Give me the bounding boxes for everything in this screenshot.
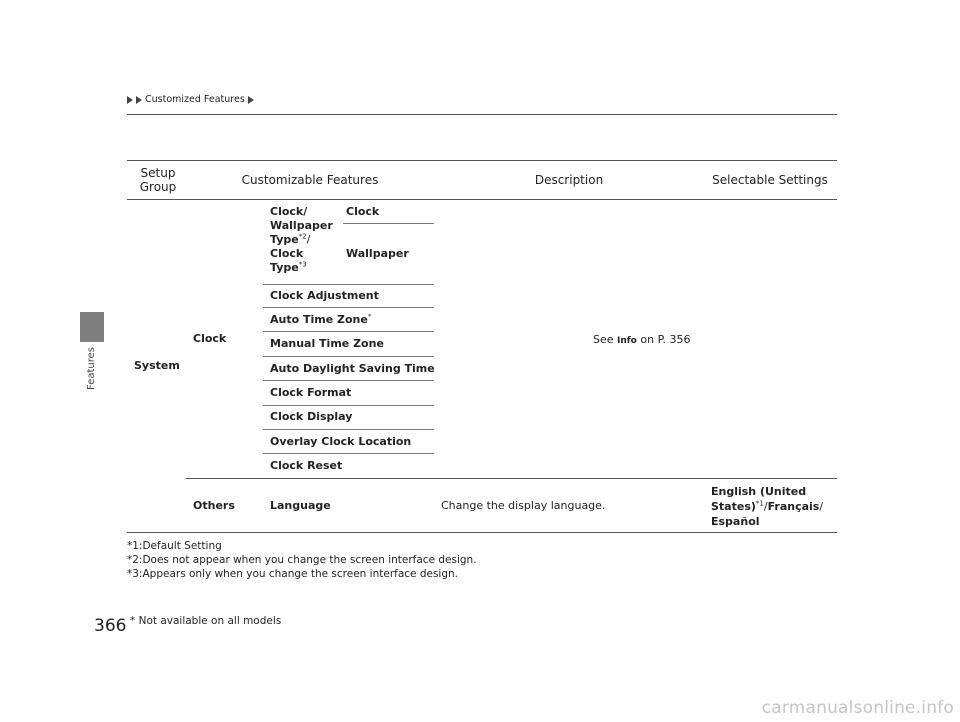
row-divider (263, 429, 434, 430)
see-info-reference: See Info on P. 356 (593, 333, 691, 346)
feature-auto-daylight-saving-time: Auto Daylight Saving Time (270, 362, 435, 375)
option-clock: Clock (346, 205, 380, 218)
row-divider (263, 307, 434, 308)
subgroup-clock: Clock (193, 332, 227, 345)
language-settings: English (United States)$^{*1}$/Français/ Español (711, 485, 824, 528)
feature-auto-time-zone: Auto Time Zone* (270, 312, 372, 326)
header-description: Description (534, 173, 604, 187)
feature-clock-wallpaper-type: Clock/ Wallpaper Type$^{*2}$/ Clock Type$^{*3}$ (270, 205, 333, 274)
breadcrumb-section[interactable]: Customized Features (145, 94, 245, 105)
row-divider (263, 284, 434, 285)
watermark: carmanualsonline.info (761, 698, 954, 718)
others-divider (186, 478, 837, 479)
feature-clock-reset: Clock Reset (270, 459, 343, 472)
header-setup-group: Setup Group (139, 166, 177, 194)
footnote: *3:Appears only when you change the screen interface design. (127, 568, 459, 580)
feature-clock-format: Clock Format (270, 386, 352, 399)
header-customizable-features: Customizable Features (241, 173, 379, 187)
group-system: System (134, 359, 180, 372)
header-rule (127, 114, 837, 115)
row-divider (263, 405, 434, 406)
breadcrumb (127, 94, 254, 105)
feature-clock-adjustment: Clock Adjustment (270, 289, 379, 302)
table-header-rule (127, 199, 837, 200)
row-divider (263, 331, 434, 332)
language-description: Change the display language. (441, 499, 606, 512)
feature-manual-time-zone: Manual Time Zone (270, 337, 384, 350)
chapter-tab-label: Features (86, 347, 97, 390)
group-others: Others (193, 499, 235, 512)
table-bottom-rule (127, 532, 837, 533)
row-divider (263, 380, 434, 381)
header-selectable-settings: Selectable Settings (712, 173, 828, 187)
chapter-tab-marker (80, 312, 104, 342)
breadcrumb-arrow-icon (136, 96, 142, 104)
table-top-rule (127, 160, 837, 161)
option-wallpaper: Wallpaper (346, 247, 409, 260)
row-divider (263, 453, 434, 454)
breadcrumb-arrow-icon (127, 96, 133, 104)
breadcrumb-arrow-icon (248, 96, 254, 104)
footnote: *1:Default Setting (127, 540, 222, 552)
availability-note: * Not available on all models (130, 615, 282, 627)
row-divider (263, 356, 434, 357)
feature-overlay-clock-location: Overlay Clock Location (270, 435, 412, 448)
info-link[interactable]: Info (617, 336, 637, 346)
feature-clock-display: Clock Display (270, 410, 353, 423)
row-divider (343, 223, 434, 224)
feature-language: Language (270, 499, 331, 512)
footnote: *2:Does not appear when you change the screen interface design. (127, 554, 477, 566)
page-number: 366 (94, 616, 127, 636)
footnotes (127, 539, 477, 581)
